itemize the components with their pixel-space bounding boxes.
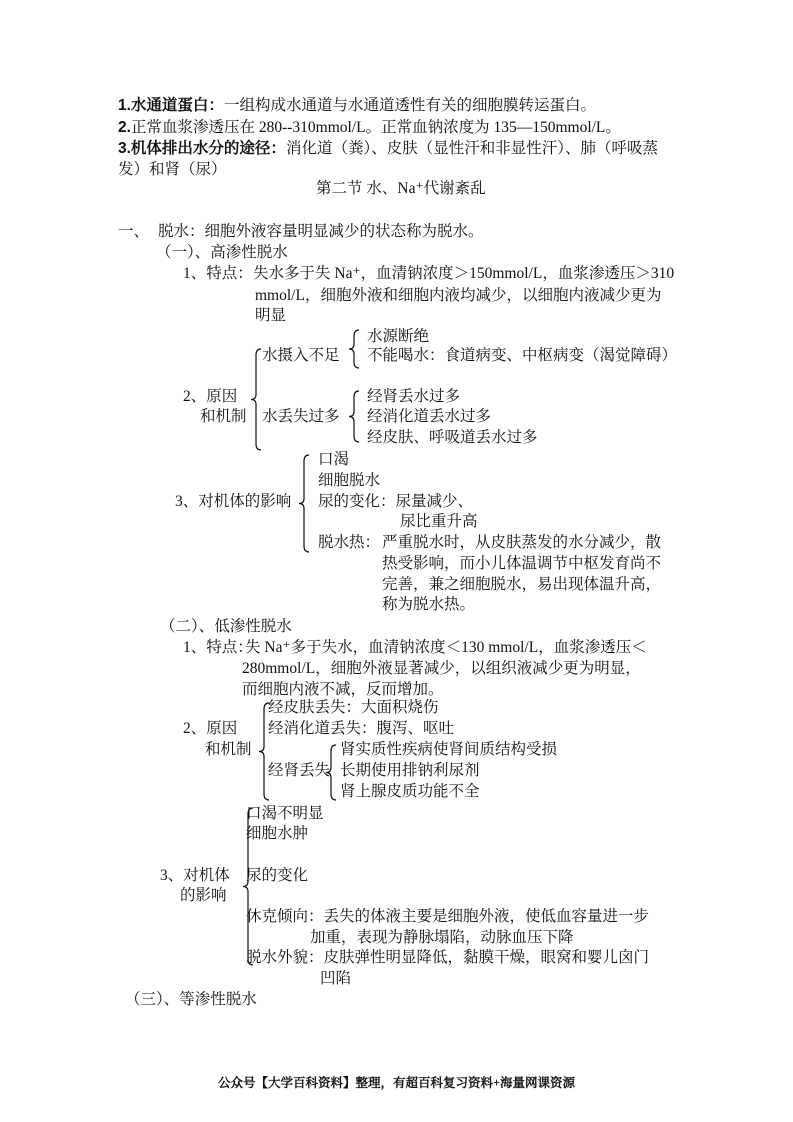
feature-line: 280mmol/L，细胞外液显著减少，以组织液减少更为明显， xyxy=(242,660,641,677)
cause-label: 2、原因 xyxy=(183,388,238,405)
intake-item: 水源断绝 xyxy=(367,328,430,345)
cause-item: 经皮肤丢失：大面积烧伤 xyxy=(268,699,439,716)
isotonic-title: （三）、等渗性脱水 xyxy=(125,991,257,1008)
cause-item: 经消化道丢失：腹泻、呕吐 xyxy=(268,720,455,737)
feature-label: 1、特点： xyxy=(183,639,253,656)
hypotonic-title: （二）、低渗性脱水 xyxy=(160,618,292,635)
cause-label: 和机制 xyxy=(200,408,247,425)
shock-line: 加重，表现为静脉塌陷，动脉血压下降 xyxy=(310,929,574,946)
effect-item: 细胞水肿 xyxy=(246,825,309,842)
intro-item-3-cont: 发）和肾（尿） xyxy=(118,161,227,178)
brace-effects-hyper xyxy=(299,455,309,552)
intake-label: 水摄入不足 xyxy=(262,347,340,364)
fever-label: 脱水热： xyxy=(318,534,381,551)
brace-intake xyxy=(349,330,359,368)
intake-item: 不能喝水：食道病变、中枢病变（渴觉障碍） xyxy=(367,347,678,364)
effect-item: 细胞脱水 xyxy=(318,472,381,489)
feature-line: 而细胞内液不减，反而增加。 xyxy=(242,681,444,698)
term-text: 一组构成水通道与水通道透性有关的细胞膜转运蛋白。 xyxy=(223,97,596,114)
effect-item: 尿的变化 xyxy=(246,867,309,884)
section-title: 第二节 水、Na⁺代谢紊乱 xyxy=(316,180,486,197)
section-number: 一、 xyxy=(118,223,150,240)
effect-item: 口渴不明显 xyxy=(246,805,324,822)
term-text: 正常血浆渗透压在 280--310mmol/L。正常血钠浓度为 135—150mmol/L。 xyxy=(130,119,621,136)
effect-label: 3、对机体的影响 xyxy=(175,493,292,510)
hypertonic-title: （一）、高渗性脱水 xyxy=(156,244,288,261)
renal-item: 肾上腺皮质功能不全 xyxy=(340,783,480,800)
intro-item-1 xyxy=(118,96,596,116)
shock-line: 休克倾向：丢失的体液主要是细胞外液，使低血容量进一步 xyxy=(246,908,650,925)
renal-item: 肾实质性疾病使肾间质结构受损 xyxy=(340,741,558,758)
term-label: 3.机体排出水分的途径： xyxy=(118,140,286,157)
definition: 脱水：细胞外液容量明显减少的状态称为脱水。 xyxy=(158,223,484,240)
effect-label: 的影响 xyxy=(180,887,227,904)
fever-line: 热受影响，而小儿体温调节中枢发育尚不 xyxy=(382,555,662,572)
loss-item: 经皮肤、呼吸道丢水过多 xyxy=(367,429,538,446)
intro-item-2 xyxy=(118,118,621,138)
term-label: 2. xyxy=(118,119,131,136)
fever-line: 称为脱水热。 xyxy=(382,596,476,613)
effect-item: 尿的变化：尿量减少、 xyxy=(318,493,474,510)
loss-label: 水丢失过多 xyxy=(262,408,340,425)
fever-line: 严重脱水时，从皮肤蒸发的水分减少，散 xyxy=(382,534,662,551)
feature-label: 1、特点： xyxy=(183,265,253,282)
effect-label: 3、对机体 xyxy=(160,867,230,884)
footer-note: 公众号【大学百科资料】整理，有超百科复习资料+海量网课资源 xyxy=(217,1076,576,1090)
loss-item: 经肾丢水过多 xyxy=(367,388,461,405)
term-label: 1.水通道蛋白： xyxy=(118,97,224,114)
renal-item: 长期使用排钠利尿剂 xyxy=(340,762,480,779)
loss-item: 经消化道丢水过多 xyxy=(367,408,492,425)
effect-item: 口渴 xyxy=(318,451,350,468)
fever-line: 完善，兼之细胞脱水，易出现体温升高， xyxy=(382,576,662,593)
appearance-line: 凹陷 xyxy=(320,970,352,987)
cause-label: 和机制 xyxy=(205,741,252,758)
appearance-line: 脱水外貌：皮肤弹性明显降低，黏膜干燥，眼窝和婴儿囟门 xyxy=(246,949,650,966)
brace-loss xyxy=(349,391,359,442)
feature-line: mmol/L，细胞外液和细胞内液均减少，以细胞内液减少更为 xyxy=(255,287,662,304)
effect-item: 尿比重升高 xyxy=(400,513,478,530)
brace-causes-hyper xyxy=(251,349,261,450)
feature-line: 明显 xyxy=(255,307,287,324)
cause-label: 2、原因 xyxy=(183,720,238,737)
term-text: 消化道（粪）、皮肤（显性汗和非显性汗）、肺（呼吸蒸 xyxy=(285,140,658,157)
feature-line: 失水多于失 Na⁺，血清钠浓度＞150mmol/L，血浆渗透压＞310 xyxy=(253,265,675,282)
feature-line: 失 Na⁺多于失水，血清钠浓度＜130 mmol/L，血浆渗透压＜ xyxy=(245,639,647,656)
renal-label: 经肾丢失 xyxy=(268,762,331,779)
intro-item-3 xyxy=(118,139,658,159)
